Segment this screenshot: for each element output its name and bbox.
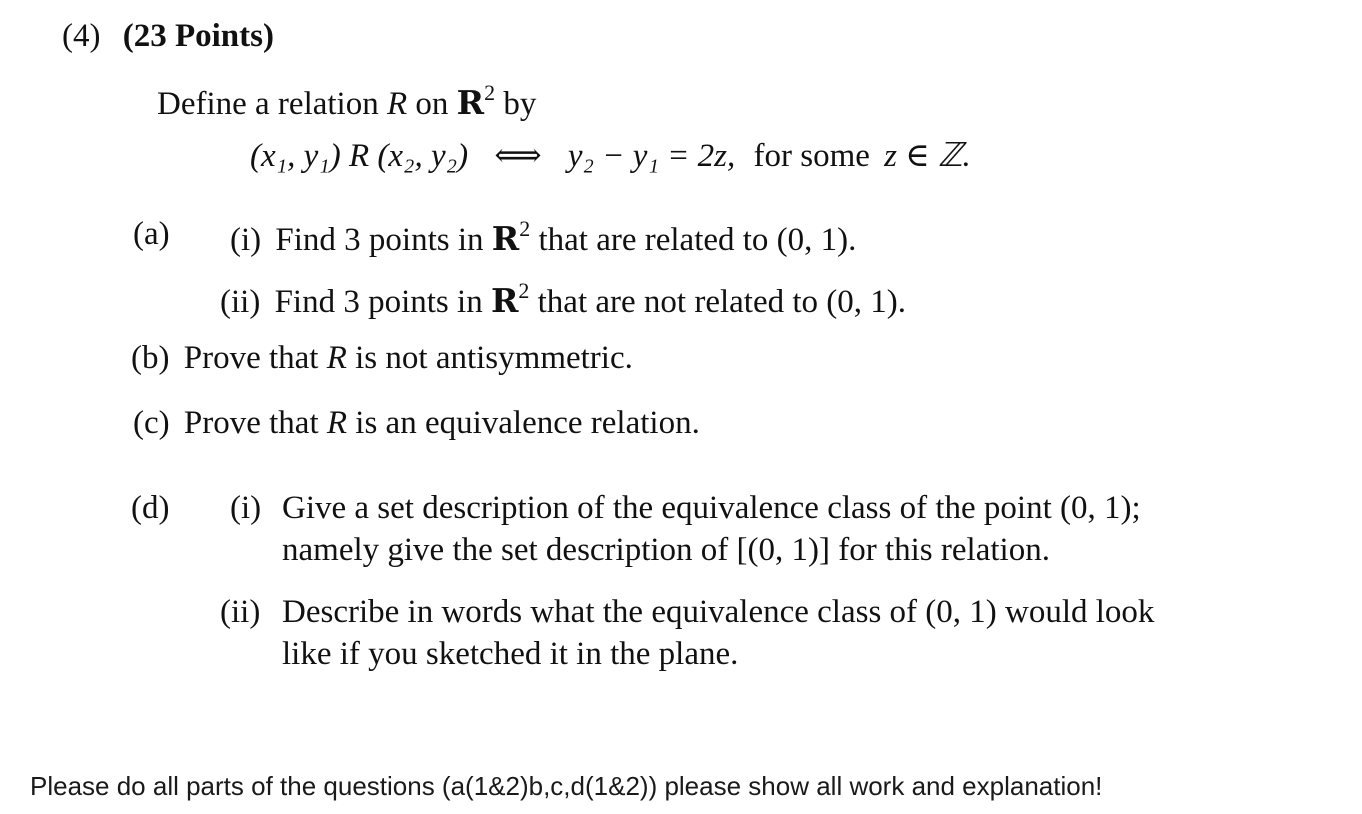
part-a-i-label: (i)	[230, 222, 262, 258]
part-b-text-end: is not antisymmetric.	[346, 340, 633, 376]
definition-formula	[250, 138, 971, 176]
part-d-label: (d)	[131, 490, 170, 526]
real-numbers-symbol: R	[490, 281, 519, 320]
exponent: 2	[484, 80, 496, 105]
real-numbers-symbol: R	[456, 83, 485, 122]
part-c-label: (c)	[133, 405, 170, 441]
part-a-i-text: Find 3 points in	[275, 222, 492, 258]
relation-symbol: R	[386, 86, 408, 122]
iff-arrow: ⟺	[494, 138, 542, 174]
part-a-ii-label: (ii)	[220, 284, 261, 320]
formula-right: y₂ − y₁ = 2z,	[567, 138, 736, 174]
part-c	[133, 405, 700, 443]
part-a-i	[230, 216, 856, 260]
question-header	[62, 18, 274, 56]
part-a-ii-text-end: that are not related to (0, 1).	[529, 284, 906, 320]
part-d-ii-line1: Describe in words what the equivalence class of (0, 1) would look	[282, 594, 1155, 630]
z-in-integers: z ∈ ℤ.	[884, 138, 971, 174]
part-d-i-line2: namely give the set description of [(0, 1)] for this relation.	[282, 532, 1050, 568]
part-a-ii	[220, 278, 906, 322]
intro-on: on	[407, 86, 457, 122]
question-points: (23 Points)	[122, 18, 274, 54]
part-c-text-end: is an equivalence relation.	[347, 405, 700, 441]
part-c-text: Prove that	[183, 405, 327, 441]
request-note: Please do all parts of the questions (a(1&2)b,c,d(1&2)) please show all work and explanation!	[30, 771, 1103, 801]
intro-text: Define a relation	[157, 86, 387, 122]
for-some-text: for some	[753, 138, 870, 174]
part-d-ii-line2: like if you sketched it in the plane.	[282, 636, 739, 672]
formula-left: (x₁, y₁) R (x₂, y₂)	[250, 138, 469, 174]
part-a-label: (a)	[133, 216, 170, 252]
relation-symbol: R	[326, 405, 348, 441]
part-b-text: Prove that	[183, 340, 327, 376]
real-numbers-symbol: R	[491, 219, 520, 258]
part-d-ii-label: (ii)	[220, 594, 261, 630]
intro-by: by	[495, 86, 537, 122]
relation-symbol: R	[326, 340, 347, 376]
part-a-ii-text: Find 3 points in	[274, 284, 491, 320]
intro-line	[157, 80, 536, 124]
question-number: (4)	[62, 18, 101, 54]
exponent: 2	[518, 278, 530, 303]
part-b-label: (b)	[131, 340, 170, 376]
part-a-i-text-end: that are related to (0, 1).	[530, 222, 857, 258]
part-b	[131, 340, 633, 378]
part-d-i-line1: Give a set description of the equivalence class of the point (0, 1);	[282, 490, 1141, 526]
part-d-i-label: (i)	[230, 490, 262, 526]
exponent: 2	[519, 216, 531, 241]
